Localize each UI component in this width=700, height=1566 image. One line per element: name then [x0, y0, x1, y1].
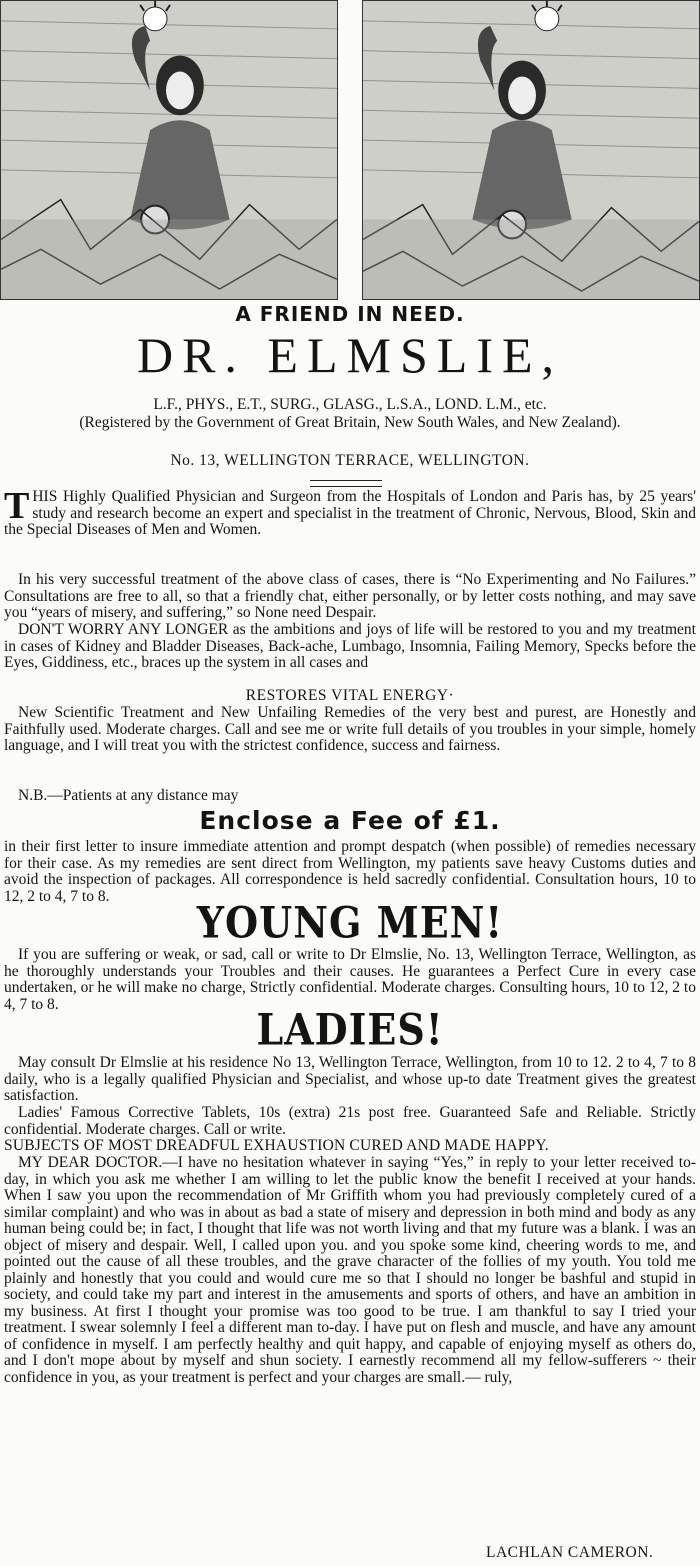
testimonial-text: MY DEAR DOCTOR.—I have no hesitation whatever in saying “Yes,” in reply to your letter received to-day, in which you ask me whether I am willing to let the public know the benefit I received at your hands. When I saw you upon the recommendation of Mr Griffith whom you had previously completely cured of a similar complaint) and who was in about as bad a state of misery and depression in both mind and body as any human being could be; in fact, I thought that life was not worth living and that my future was a blank. I was an object of misery and despair. Well, I called upon you. and you spoke some kind, cheering words to me, and pointed out the cause of all these troubles, and the grave character of the follies of my youth. You told me plainly and honestly that you could and would cure me so that I should no longer be bashful and stupid in society, and could take my part and interest in the amusements and sports of others, and have an ambition in my business. At first I thought your promise was too good to be true. I am thankful to say I tried your treatment. I swear solemnly I feel a different man to-day. I have put on flesh and muscle, and have any amount of confidence in myself. I am perfectly healthy and quit happy, and capable of enjoying myself as others do, and I don't mope about by myself and shun society. I earnestly recommend all my fellow-sufferers ~ their confidence in you, as your treatment is perfect and your charges are small.— ruly,: [4, 1154, 696, 1386]
divider: [310, 480, 382, 481]
subjects-text: SUBJECTS OF MOST DREADFUL EXHAUSTION CURED AND MADE HAPPY.: [4, 1137, 549, 1154]
ladies-paragraph: [4, 1055, 696, 1105]
qualifications: L.F., PHYS., E.T., SURG., GLASG., L.S.A., LOND. L.M., etc.: [153, 396, 547, 413]
dont-worry-paragraph: [4, 622, 696, 672]
tablets-text: Ladies' Famous Corrective Tablets, 10s (extra) 21s post free. Guaranteed Safe and Reliable. Strictly confidential. Moderate charges. Call or write.: [4, 1104, 696, 1138]
registration-note: (Registered by the Government of Great Britain, New South Wales, and New Zealand).: [79, 414, 621, 431]
signature: LACHLAN CAMERON.: [486, 1544, 654, 1561]
fee-heading: Enclose a Fee of £1.: [199, 806, 501, 835]
subjects-heading: [4, 1138, 696, 1155]
ladies-text: May consult Dr Elmslie at his residence No 13, Wellington Terrace, Wellington, from 10 to 12. 2 to 4, 7 to 8 daily, who is a legally qualified Physician and Specialist, and whose up-to date Treatment gives the greatest satisfaction.: [4, 1054, 696, 1104]
tagline: A FRIEND IN NEED.: [235, 302, 465, 326]
experimenting-text: In his very successful treatment of the above class of cases, there is “No Experimenting and No Failures.” Consultations are free to all, so that a friendly chat, either personally, or by letter costs nothing, and may save you “years of misery, and suffering,” so None need Despair.: [4, 571, 696, 621]
woman-with-sun-illustration: [1, 1, 337, 299]
illustration-left: [0, 0, 338, 300]
restores-heading: RESTORES VITAL ENERGY·: [245, 687, 455, 704]
new-scientific-text: New Scientific Treatment and New Unfailing Remedies of the very best and purest, are Honestly and Faithfully used. Moderate charges. Call and see me or write full details of you troubles in your simple, homely language, and I will treat you with the strictest confidence, success and fairness.: [4, 704, 696, 754]
first-letter-paragraph: [4, 839, 696, 905]
testimonial-paragraph: [4, 1155, 696, 1386]
ladies-heading: LADIES!: [256, 1004, 444, 1055]
illustration-right: [362, 0, 700, 300]
address: No. 13, WELLINGTON TERRACE, WELLINGTON.: [170, 452, 530, 469]
young-men-paragraph: [4, 947, 696, 1013]
young-men-text: If you are suffering or weak, or sad, call or write to Dr Elmslie, No. 13, Wellington Terrace, Wellington, as he thoroughly understands your Troubles and their causes. He guarantees a Perfect Cure in every case undertaken, or he will make no charge, Strictly confidential. Moderate charges. Consulting hours, 10 to 12, 2 to 4, 7 to 8.: [4, 946, 696, 1013]
doctor-name: DR. ELMSLIE,: [136, 327, 564, 383]
drop-cap: T: [4, 485, 30, 527]
experimenting-paragraph: [4, 572, 696, 622]
woman-with-sun-illustration-copy: [363, 1, 699, 299]
intro-paragraph: [4, 485, 696, 539]
nb-paragraph: [4, 788, 696, 805]
nb-text: N.B.—Patients at any distance may: [18, 787, 239, 804]
new-scientific-paragraph: [4, 705, 696, 755]
tablets-paragraph: [4, 1105, 696, 1138]
first-letter-text: in their first letter to insure immediate attention and prompt despatch (when possible) of remedies necessary for their case. As my remedies are sent direct from Wellington, my patients save heavy Customs duties and avoid the inspection of packages. All correspondence is held sacredly confidential. Consultation hours, 10 to 12, 2 to 4, 7 to 8.: [4, 838, 696, 905]
intro-text: HIS Highly Qualified Physician and Surgeon from the Hospitals of London and Paris has, by 25 years' study and research become an expert and specialist in the treatment of Chronic, Nervous, Blood, Skin and the Special Diseases of Men and Women.: [4, 488, 696, 538]
divider: [310, 486, 382, 487]
young-men-heading: YOUNG MEN!: [196, 897, 504, 948]
dont-worry-text: DON'T WORRY ANY LONGER as the ambitions and joys of life will be restored to you and my treatment in cases of Kidney and Bladder Diseases, Back-ache, Lumbago, Insomnia, Failing Memory, Specks before the Eyes, Giddiness, etc., braces up the system in all cases and: [4, 621, 696, 671]
